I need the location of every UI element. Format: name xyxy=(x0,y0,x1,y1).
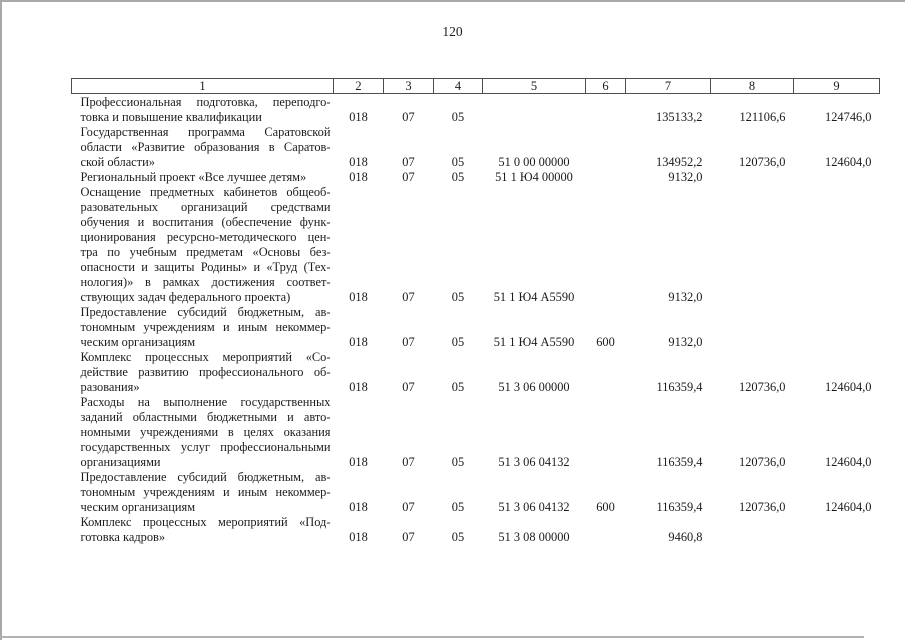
cell-c9 xyxy=(794,515,880,545)
cell-c9 xyxy=(794,185,880,305)
row-label-line: Региональный проект «Все лучшее детям» xyxy=(80,170,307,184)
row-label-line: заданий областными бюджетными и авто- xyxy=(80,410,331,424)
table-row xyxy=(72,470,880,515)
cell-c4: 05 xyxy=(451,380,465,394)
cell-c3: 07 xyxy=(402,290,415,304)
cell-c2: 018 xyxy=(349,155,368,169)
row-label-line: ческим организациям xyxy=(80,335,196,349)
cell-c5: 51 3 06 00000 xyxy=(498,380,570,394)
cell-c8 xyxy=(711,170,794,185)
cell-c3: 07 xyxy=(402,530,415,544)
table-header-row xyxy=(72,79,880,94)
row-label-cell xyxy=(72,185,334,305)
cell-c7: 116359,4 xyxy=(656,455,703,469)
row-label-line: Государственная программа Саратовской xyxy=(80,125,331,139)
cell-c7: 9132,0 xyxy=(668,290,703,304)
cell-c8: 121106,6 xyxy=(739,110,786,124)
table-body xyxy=(72,94,880,546)
cell-c5 xyxy=(483,94,586,126)
cell-c4: 05 xyxy=(451,290,465,304)
table-row xyxy=(72,305,880,350)
row-label-line: нология)» в рамках достижения соответ- xyxy=(80,275,331,289)
cell-c8 xyxy=(711,515,794,545)
column-header-9: 9 xyxy=(794,79,880,94)
column-header-7: 7 xyxy=(626,79,711,94)
cell-c4: 05 xyxy=(451,455,465,469)
column-header-2: 2 xyxy=(334,79,384,94)
row-label-line: товка и повышение квалификации xyxy=(80,110,262,124)
cell-c2: 018 xyxy=(349,290,368,304)
cell-c9: 124604,0 xyxy=(825,500,872,514)
cell-c5: 51 1 Ю4 00000 xyxy=(495,170,573,184)
cell-c7: 135133,2 xyxy=(656,110,703,124)
row-label-line: области «Развитие образования в Саратов- xyxy=(80,140,331,154)
cell-c7: 116359,4 xyxy=(656,500,703,514)
row-label-line: организациями xyxy=(80,455,161,469)
cell-c5: 51 3 08 00000 xyxy=(498,530,570,544)
cell-c9 xyxy=(794,170,880,185)
cell-c9: 124604,0 xyxy=(825,455,872,469)
cell-c6 xyxy=(586,515,626,545)
cell-c8 xyxy=(711,185,794,305)
row-label-line: ской области» xyxy=(80,155,155,169)
cell-c7: 134952,2 xyxy=(656,155,703,169)
cell-c3: 07 xyxy=(402,335,415,349)
row-label-line: разования» xyxy=(80,380,140,394)
cell-c8 xyxy=(711,305,794,350)
page-border-left xyxy=(0,0,2,640)
cell-c4: 05 xyxy=(451,170,465,184)
column-header-5: 5 xyxy=(483,79,586,94)
cell-c5: 51 3 06 04132 xyxy=(498,500,570,514)
cell-c7: 9132,0 xyxy=(668,170,703,184)
cell-c3: 07 xyxy=(402,500,415,514)
row-label-line: Расходы на выполнение государственных xyxy=(80,395,331,409)
cell-c3: 07 xyxy=(402,155,415,169)
row-label-line: номными учреждениями в целях оказания xyxy=(80,425,331,439)
cell-c2: 018 xyxy=(349,500,368,514)
cell-c4: 05 xyxy=(451,500,465,514)
row-label-line: обучения и воспитания (обеспечение функ- xyxy=(80,215,331,229)
row-label-line: тономным учреждениям и иным некоммер- xyxy=(80,320,331,334)
cell-c8: 120736,0 xyxy=(739,455,786,469)
budget-table xyxy=(71,78,880,545)
cell-c7: 116359,4 xyxy=(656,380,703,394)
cell-c4: 05 xyxy=(451,110,465,124)
cell-c2: 018 xyxy=(349,380,368,394)
cell-c9 xyxy=(794,305,880,350)
row-label-line: Оснащение предметных кабинетов общеоб- xyxy=(80,185,331,199)
cell-c6 xyxy=(586,350,626,395)
row-label-cell xyxy=(72,350,334,395)
row-label-cell xyxy=(72,94,334,126)
row-label-line: государственных услуг профессиональными xyxy=(80,440,331,454)
cell-c6 xyxy=(586,170,626,185)
column-header-1: 1 xyxy=(72,79,334,94)
table-row xyxy=(72,515,880,545)
cell-c3: 07 xyxy=(402,380,415,394)
cell-c4: 05 xyxy=(451,155,465,169)
row-label-line: опасности и защиты Родины» и «Труд (Тех- xyxy=(80,260,331,274)
row-label-line: Комплекс процессных мероприятий «Со- xyxy=(80,350,331,364)
cell-c6 xyxy=(586,125,626,170)
table-row xyxy=(72,185,880,305)
cell-c7: 9460,8 xyxy=(668,530,703,544)
row-label-cell xyxy=(72,395,334,470)
page-border-top xyxy=(0,0,905,2)
row-label-cell xyxy=(72,170,334,185)
row-label-cell xyxy=(72,515,334,545)
cell-c6 xyxy=(586,94,626,126)
cell-c5: 51 0 00 00000 xyxy=(498,155,570,169)
row-label-line: действие развитию профессионального об- xyxy=(80,365,331,379)
cell-c6 xyxy=(586,185,626,305)
cell-c2: 018 xyxy=(349,110,368,124)
row-label-line: ционирования ресурсно-методического цен- xyxy=(80,230,331,244)
cell-c5: 51 1 Ю4 А5590 xyxy=(493,335,575,349)
row-label-line: Профессиональная подготовка, переподго- xyxy=(80,95,331,109)
cell-c2: 018 xyxy=(349,335,368,349)
row-label-line: ческим организациям xyxy=(80,500,196,514)
cell-c2: 018 xyxy=(349,455,368,469)
cell-c8: 120736,0 xyxy=(739,380,786,394)
row-label-line: Комплекс процессных мероприятий «Под- xyxy=(80,515,331,529)
row-label-line: Предоставление субсидий бюджетным, ав- xyxy=(80,305,331,319)
row-label-cell xyxy=(72,305,334,350)
cell-c4: 05 xyxy=(451,335,465,349)
cell-c9: 124604,0 xyxy=(825,155,872,169)
row-label-line: тра по учебным предметам «Основы без- xyxy=(80,245,331,259)
table-row xyxy=(72,125,880,170)
row-label-line: готовка кадров» xyxy=(80,530,166,544)
row-label-line: Предоставление субсидий бюджетным, ав- xyxy=(80,470,331,484)
cell-c2: 018 xyxy=(349,530,368,544)
row-label-cell xyxy=(72,470,334,515)
cell-c3: 07 xyxy=(402,455,415,469)
cell-c9: 124604,0 xyxy=(825,380,872,394)
table-row xyxy=(72,350,880,395)
cell-c4: 05 xyxy=(451,530,465,544)
page-border-bottom xyxy=(0,636,864,638)
cell-c8: 120736,0 xyxy=(739,500,786,514)
cell-c6 xyxy=(586,395,626,470)
cell-c8: 120736,0 xyxy=(739,155,786,169)
cell-c5: 51 1 Ю4 А5590 xyxy=(493,290,575,304)
row-label-line: ствующих задач федерального проекта) xyxy=(80,290,291,304)
page-number: 120 xyxy=(442,24,463,39)
cell-c7: 9132,0 xyxy=(668,335,703,349)
cell-c5: 51 3 06 04132 xyxy=(498,455,570,469)
column-header-8: 8 xyxy=(711,79,794,94)
table-row xyxy=(72,170,880,185)
cell-c6: 600 xyxy=(596,335,615,349)
cell-c9: 124746,0 xyxy=(825,110,872,124)
row-label-line: тономным учреждениям и иным некоммер- xyxy=(80,485,331,499)
cell-c3: 07 xyxy=(402,110,415,124)
table-header xyxy=(72,79,880,94)
column-header-6: 6 xyxy=(586,79,626,94)
cell-c6: 600 xyxy=(596,500,615,514)
table-row xyxy=(72,94,880,126)
table-row xyxy=(72,395,880,470)
column-header-3: 3 xyxy=(384,79,434,94)
cell-c3: 07 xyxy=(402,170,415,184)
cell-c2: 018 xyxy=(349,170,368,184)
row-label-cell xyxy=(72,125,334,170)
row-label-line: разовательных организаций средствами xyxy=(80,200,331,214)
column-header-4: 4 xyxy=(434,79,483,94)
